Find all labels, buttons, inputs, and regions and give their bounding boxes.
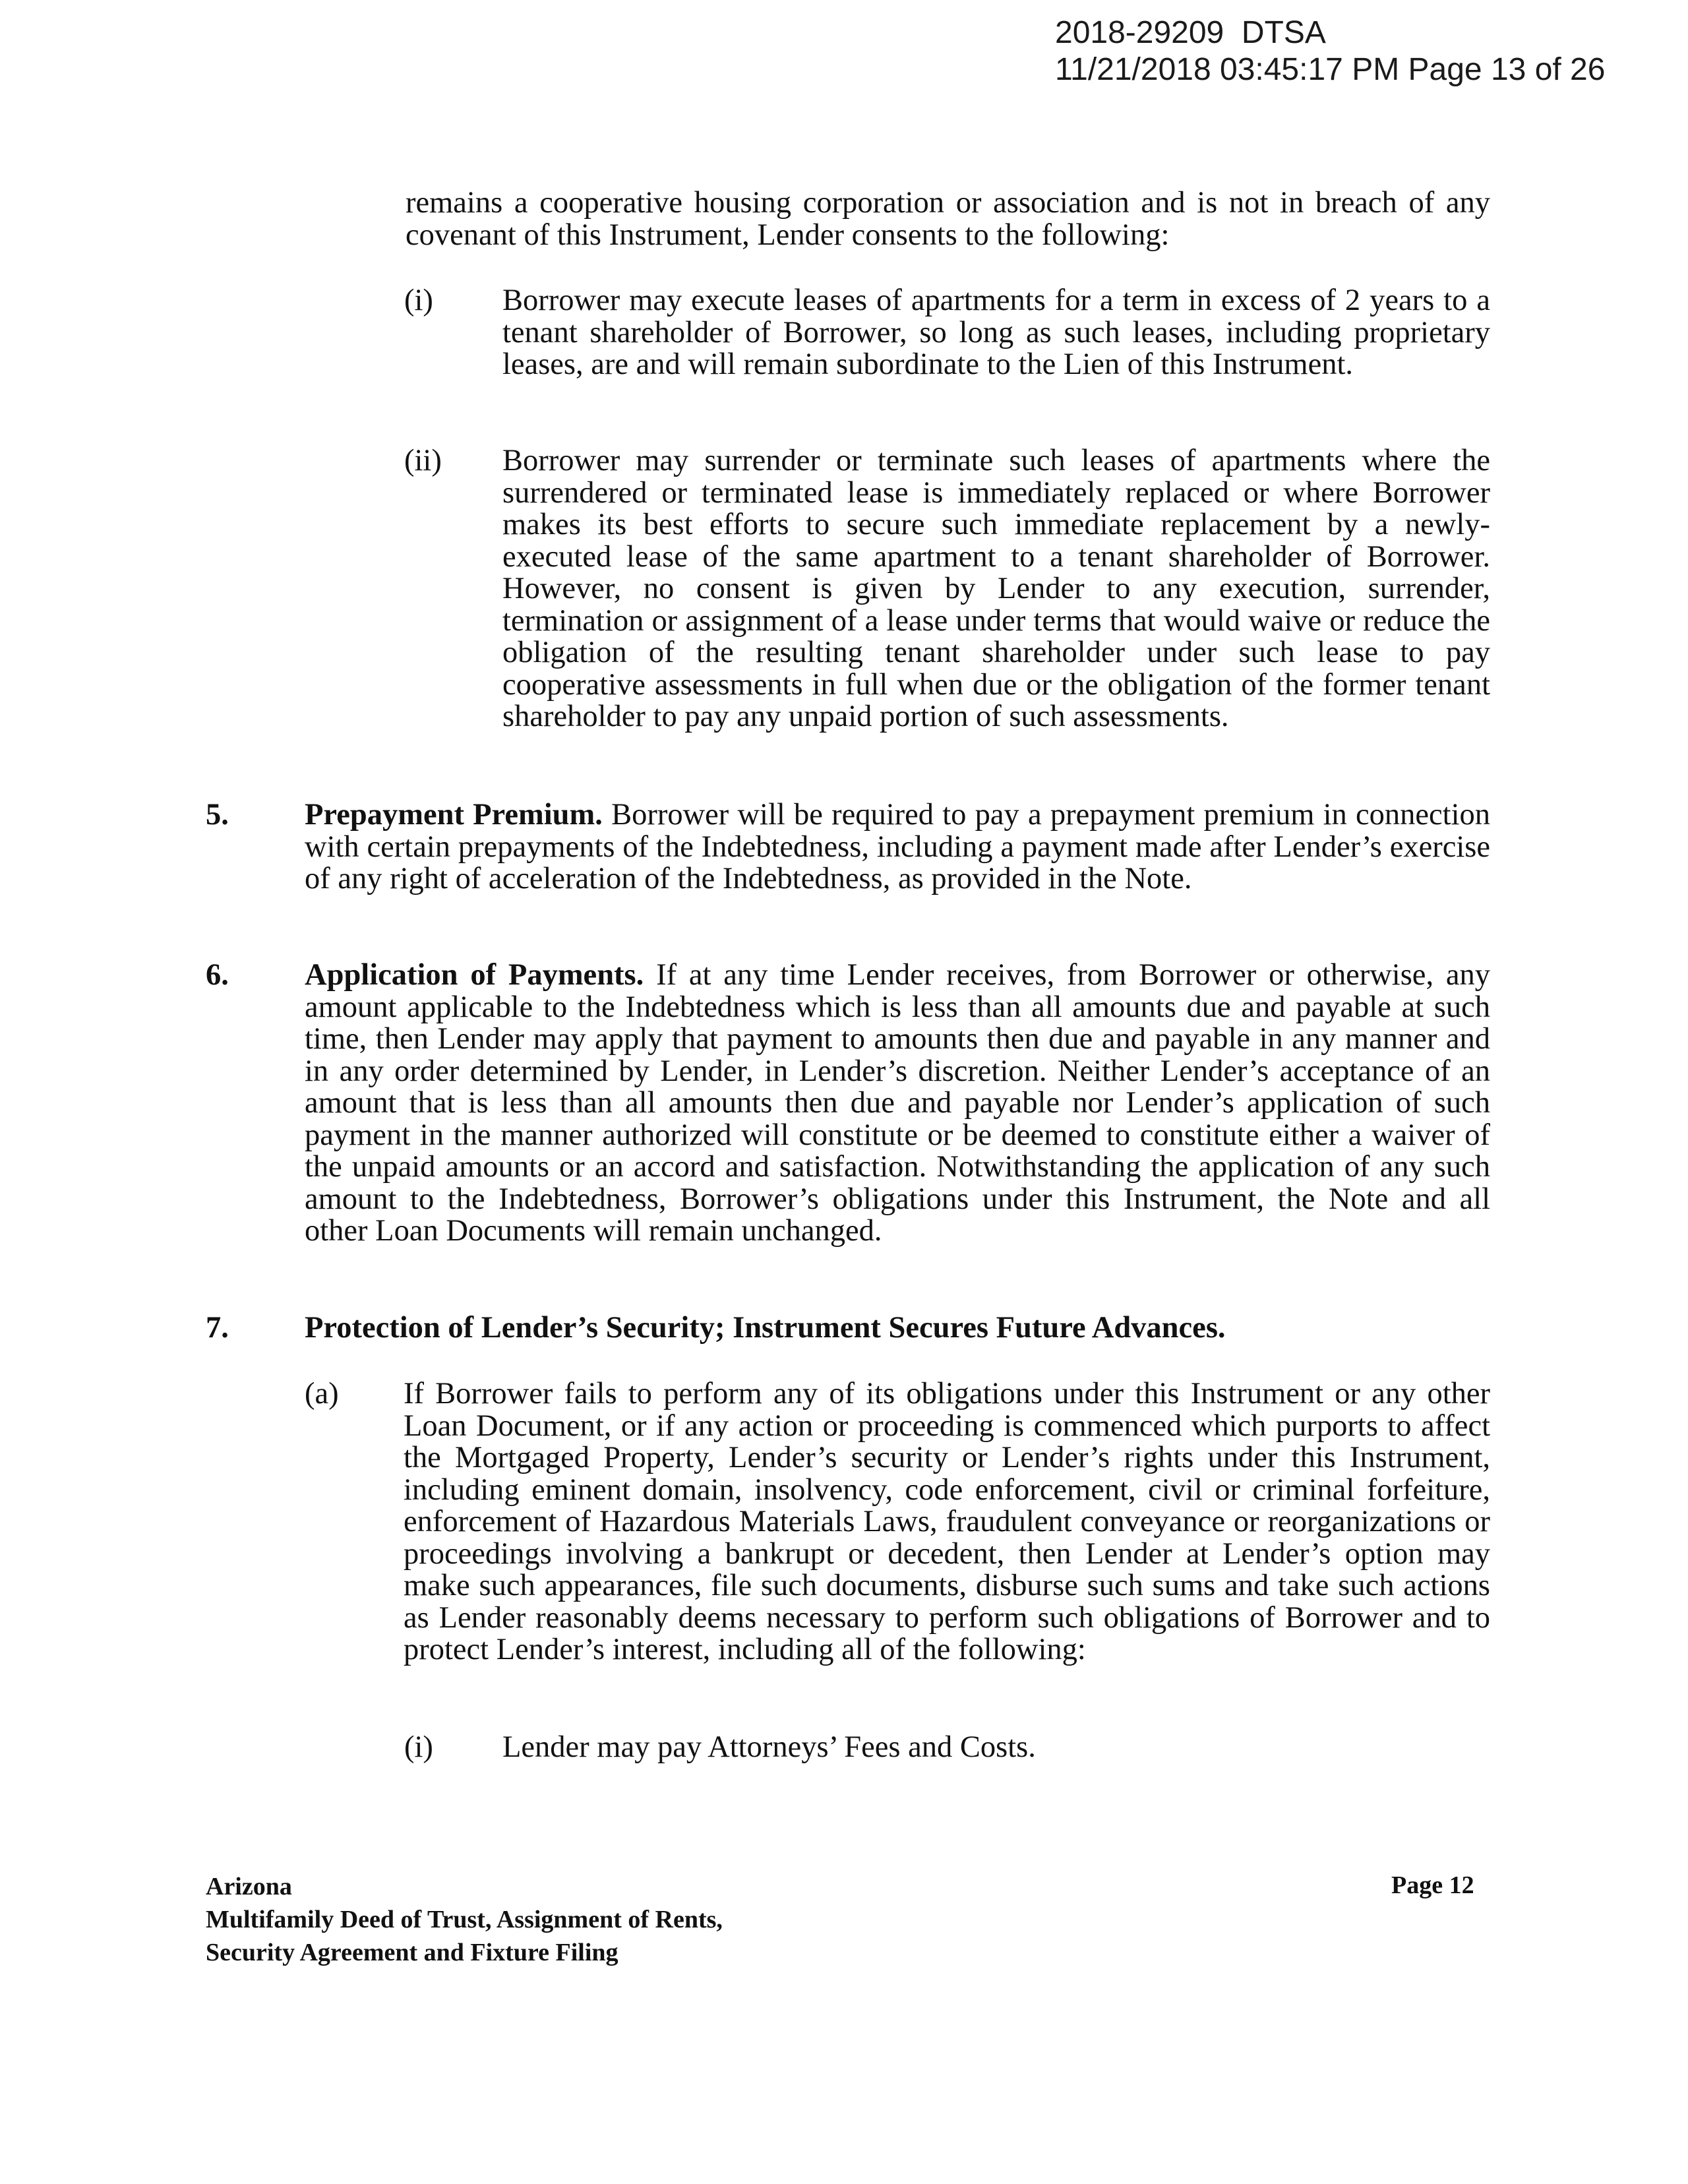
section-heading: Application of Payments. [305, 958, 644, 992]
sub-item-text: Lender may pay Attorneys’ Fees and Costs. [502, 1730, 1036, 1764]
footer-title-line: Multifamily Deed of Trust, Assignment of Rents, [206, 1906, 723, 1933]
section-paragraph [305, 959, 1490, 1248]
recording-stamp [1055, 15, 1605, 88]
footer-title-line: Security Agreement and Fixture Filing [206, 1939, 618, 1966]
section-body: Borrower will be required to pay a prepayment premium in connection with certain prepayments of the Indebtedness, including a payment made after Lender’s exercise of any right of acceleration of the Indebtedness, as provided in the Note. [305, 798, 1491, 895]
recording-number: 2018-29209 DTSA [1055, 15, 1326, 50]
footer-state: Arizona [206, 1873, 292, 1900]
section-heading: Protection of Lender’s Security; Instrument Secures Future Advances. [305, 1311, 1226, 1345]
section-heading-line [305, 1312, 1490, 1345]
sub-item-marker: (a) [305, 1377, 339, 1410]
section-number: 5. [206, 798, 229, 832]
intro-paragraph: remains a cooperative housing corporation or association and is not in breach of any covenant of this Instrument, Lender consents to the following: [406, 186, 1490, 252]
sub-item-marker: (ii) [404, 444, 442, 477]
sub-item-text: Borrower may execute leases of apartments for a term in excess of 2 years to a tenant shareholder of Borrower, so long as such leases, including proprietary leases, are and will remain subordinate to the Lien of this Instrument. [502, 284, 1490, 381]
section-number: 6. [206, 958, 229, 992]
section-body: If at any time Lender receives, from Borrower or otherwise, any amount applicable to the Indebtedness which is less than all amounts due and payable at such time, then Lender may apply that payment to amounts then due and payable in any manner and in any order determined by Lender, in Lender’s discretion. Neither Lender’s acceptance of an amount that is less than all amounts then due and payable nor Lender’s application of such payment in the manner authorized will constitute or be deemed to constitute either a waiver of the unpaid amounts or an accord and satisfaction. Notwithstanding the application of any such amount to the Indebtedness, Borrower’s obligations under this Instrument, the Note and all other Loan Documents will remain unchanged. [305, 958, 1491, 1248]
section-paragraph [305, 799, 1490, 895]
sub-item-text: If Borrower fails to perform any of its obligations under this Instrument or any other Loan Document, or if any action or proceeding is commenced which purports to affect the Mortgaged Property, Lender’s security or Lender’s rights under this Instrument, including eminent domain, insolvency, code enforcement, civil or criminal forfeiture, enforcement of Hazardous Materials Laws, fraudulent conveyance or reorganizations or proceedings involving a bankrupt or decedent, then Lender at Lender’s option may make such appearances, file such documents, disburse such sums and take such actions as Lender reasonably deems necessary to perform such obligations of Borrower and to protect Lender’s interest, including all of the following: [404, 1377, 1490, 1666]
section-number: 7. [206, 1311, 229, 1345]
sub-item-marker: (i) [404, 1730, 433, 1764]
sub-item-text: Borrower may surrender or terminate such leases of apartments where the surrendered or terminated lease is immediately replaced or where Borrower makes its best efforts to secure such immediate replacement by a newly-executed lease of the same apartment to a tenant shareholder of Borrower. However, no consent is given by Lender to any execution, surrender, termination or assignment of a lease under terms that would waive or reduce the obligation of the resulting tenant shareholder under such lease to pay cooperative assessments in full when due or the obligation of the former tenant shareholder to pay any unpaid portion of such assessments. [502, 444, 1490, 733]
section-heading: Prepayment Premium. [305, 798, 603, 832]
recording-timestamp: 11/21/2018 03:45:17 PM Page 13 of 26 [1055, 52, 1606, 87]
sub-item-marker: (i) [404, 284, 433, 317]
footer-left [206, 1870, 723, 1969]
footer-page-number: Page 12 [1391, 1871, 1474, 1899]
